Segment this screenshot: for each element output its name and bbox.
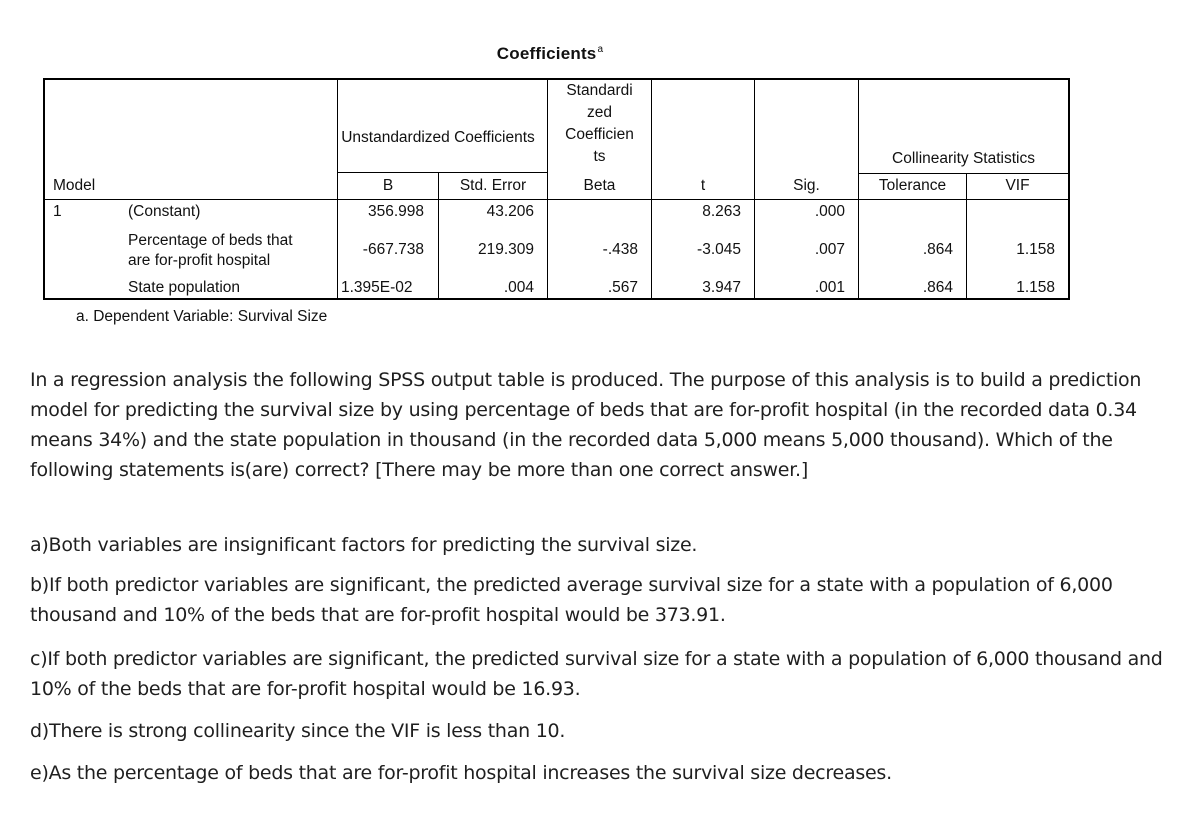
option-e-text: e)As the percentage of beds that are for-profit hospital increases the survival size decreases. bbox=[30, 762, 892, 784]
cell-sig-percentage: .007 bbox=[814, 241, 845, 258]
cell-sig-population: .001 bbox=[814, 279, 845, 296]
option-a-text: a)Both variables are insignificant factors for predicting the survival size. bbox=[30, 534, 698, 556]
model-number: 1 bbox=[53, 203, 62, 220]
cell-b-population: 1.395E-02 bbox=[341, 279, 413, 296]
cell-tol-population: .864 bbox=[922, 279, 953, 296]
table-right-border bbox=[1068, 78, 1070, 300]
header-collinearity: Collinearity Statistics bbox=[892, 150, 1035, 167]
option-e bbox=[30, 758, 1180, 788]
cell-t-percentage: -3.045 bbox=[697, 241, 741, 258]
header-sig: Sig. bbox=[793, 177, 820, 194]
cell-sig-constant: .000 bbox=[814, 203, 845, 220]
option-d-text: d)There is strong collinearity since the VIF is less than 10. bbox=[30, 720, 566, 742]
header-standardized bbox=[548, 80, 651, 168]
row-label-line-1: Percentage of beds that bbox=[128, 232, 293, 249]
title-footnote-marker: a bbox=[597, 44, 604, 56]
header-model: Model bbox=[53, 177, 96, 194]
header-unstandardized: Unstandardized Coefficients bbox=[341, 129, 535, 146]
header-bottom-border bbox=[43, 199, 1070, 200]
header-t: t bbox=[700, 177, 706, 194]
option-b bbox=[30, 570, 1180, 630]
cell-tol-percentage: .864 bbox=[922, 241, 953, 258]
header-std-line-4: ts bbox=[593, 148, 606, 165]
header-b: B bbox=[382, 177, 394, 194]
row-label-constant: (Constant) bbox=[128, 203, 201, 220]
header-std-line-3: Coefficien bbox=[565, 126, 634, 143]
cell-t-population: 3.947 bbox=[702, 279, 741, 296]
option-a bbox=[30, 530, 1180, 560]
cell-se-population: .004 bbox=[503, 279, 534, 296]
table-title bbox=[440, 44, 660, 64]
header-vif: VIF bbox=[1005, 177, 1030, 194]
cell-b-percentage: -667.738 bbox=[362, 241, 424, 258]
coefficients-table bbox=[0, 0, 1200, 340]
cell-se-percentage: 219.309 bbox=[477, 241, 534, 258]
header-tolerance: Tolerance bbox=[878, 177, 947, 194]
header-beta: Beta bbox=[583, 177, 616, 194]
option-d bbox=[30, 716, 1180, 746]
option-b-text: b)If both predictor variables are significant, the predicted average survival size for a state with a population of 6,000 thousand and 10% of the beds that are for-profit hospital would be 373.91. bbox=[30, 574, 1113, 626]
question-stem-text: In a regression analysis the following SPSS output table is produced. The purpose of this analysis is to build a prediction model for predicting the survival size by using percentage of beds that are for-profit hospital (in the recorded data 0.34 means 34%) and the state population in thousand (in the recorded data 5,000 means 5,000 thousand). Which of the following statements is(are) correct? [There may be more than one correct answer.] bbox=[30, 369, 1142, 481]
cell-beta-population: .567 bbox=[607, 279, 638, 296]
header-std-line-1: Standardi bbox=[566, 82, 633, 99]
table-bottom-border bbox=[43, 298, 1070, 300]
cell-vif-percentage: 1.158 bbox=[1016, 241, 1055, 258]
collinearity-header-rule bbox=[858, 173, 1070, 174]
header-std-line-2: zed bbox=[587, 104, 612, 121]
table-left-border bbox=[43, 78, 45, 300]
cell-beta-percentage: -.438 bbox=[602, 241, 638, 258]
header-std-error: Std. Error bbox=[459, 177, 527, 194]
table-footnote: a. Dependent Variable: Survival Size bbox=[76, 308, 328, 325]
question-stem bbox=[30, 365, 1180, 485]
row-label-state-population: State population bbox=[128, 279, 241, 296]
unstd-header-rule bbox=[337, 172, 547, 173]
cell-se-constant: 43.206 bbox=[486, 203, 534, 220]
option-c bbox=[30, 644, 1180, 704]
row-label-percentage-beds bbox=[128, 231, 293, 271]
option-c-text: c)If both predictor variables are significant, the predicted survival size for a state with a population of 6,000 thousand and 10% of the beds that are for-profit hospital would be 16.93. bbox=[30, 648, 1163, 700]
cell-t-constant: 8.263 bbox=[702, 203, 741, 220]
cell-b-constant: 356.998 bbox=[367, 203, 424, 220]
row-label-line-2: are for-profit hospital bbox=[128, 252, 271, 269]
cell-vif-population: 1.158 bbox=[1016, 279, 1055, 296]
table-title-text: Coefficients bbox=[496, 44, 597, 63]
